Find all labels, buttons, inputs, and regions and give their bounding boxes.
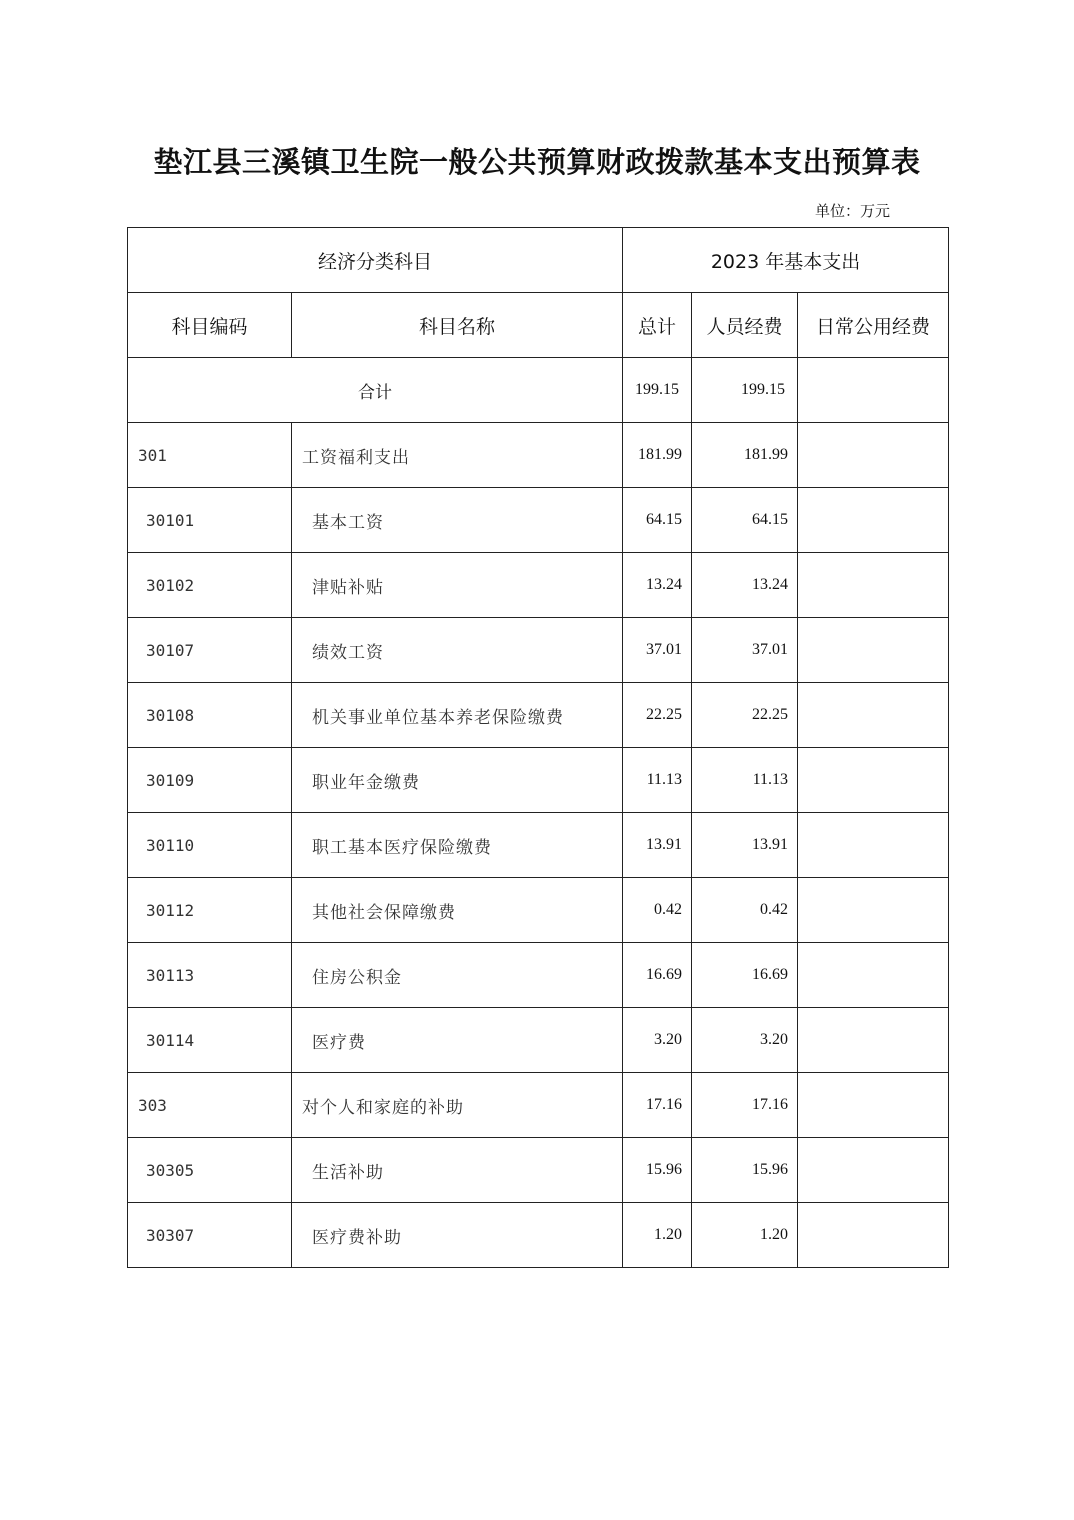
table-row (128, 1073, 949, 1138)
table-row (128, 553, 949, 618)
table-row (128, 878, 949, 943)
row-public (798, 943, 949, 1008)
row-name: 对个人和家庭的补助 (292, 1073, 623, 1138)
table-row (128, 488, 949, 553)
row-personnel: 11.13 (692, 748, 798, 813)
page-title: 垫江县三溪镇卫生院一般公共预算财政拨款基本支出预算表 (153, 145, 921, 179)
row-code: 30305 (128, 1138, 292, 1203)
row-name: 医疗费补助 (292, 1203, 623, 1268)
unit-label: 单位：万元 (814, 202, 890, 220)
row-personnel: 13.24 (692, 553, 798, 618)
row-public (798, 1008, 949, 1073)
row-total: 3.20 (623, 1008, 692, 1073)
header-public: 日常公用经费 (798, 293, 949, 358)
row-public (798, 1138, 949, 1203)
row-name: 职工基本医疗保险缴费 (292, 813, 623, 878)
header-row-2 (128, 293, 949, 358)
table-row (128, 423, 949, 488)
table-row (128, 1203, 949, 1268)
header-code: 科目编码 (128, 293, 292, 358)
row-personnel: 0.42 (692, 878, 798, 943)
header-name: 科目名称 (292, 293, 623, 358)
row-public (798, 423, 949, 488)
table-row (128, 748, 949, 813)
header-year-basic: 2023 年基本支出 (623, 228, 949, 293)
header-row-1 (128, 228, 949, 293)
row-code: 303 (128, 1073, 292, 1138)
row-total: 13.24 (623, 553, 692, 618)
row-total: 64.15 (623, 488, 692, 553)
total-label: 合计 (128, 358, 623, 423)
row-code: 30113 (128, 943, 292, 1008)
row-personnel: 22.25 (692, 683, 798, 748)
row-total: 181.99 (623, 423, 692, 488)
row-total: 1.20 (623, 1203, 692, 1268)
row-name: 绩效工资 (292, 618, 623, 683)
row-total: 17.16 (623, 1073, 692, 1138)
header-personnel: 人员经费 (692, 293, 798, 358)
total-sum: 199.15 (623, 358, 692, 423)
row-total: 16.69 (623, 943, 692, 1008)
row-code: 30108 (128, 683, 292, 748)
total-row (128, 358, 949, 423)
row-code: 30112 (128, 878, 292, 943)
row-public (798, 1203, 949, 1268)
row-total: 15.96 (623, 1138, 692, 1203)
row-name: 津贴补贴 (292, 553, 623, 618)
row-code: 30110 (128, 813, 292, 878)
total-personnel: 199.15 (692, 358, 798, 423)
table-row (128, 813, 949, 878)
row-name: 机关事业单位基本养老保险缴费 (292, 683, 623, 748)
row-personnel: 17.16 (692, 1073, 798, 1138)
row-public (798, 488, 949, 553)
row-personnel: 37.01 (692, 618, 798, 683)
row-public (798, 813, 949, 878)
row-code: 30114 (128, 1008, 292, 1073)
row-name: 其他社会保障缴费 (292, 878, 623, 943)
row-personnel: 64.15 (692, 488, 798, 553)
row-personnel: 181.99 (692, 423, 798, 488)
table-row (128, 943, 949, 1008)
header-total: 总计 (623, 293, 692, 358)
total-public (798, 358, 949, 423)
row-personnel: 16.69 (692, 943, 798, 1008)
row-total: 13.91 (623, 813, 692, 878)
row-name: 基本工资 (292, 488, 623, 553)
row-name: 职业年金缴费 (292, 748, 623, 813)
row-total: 11.13 (623, 748, 692, 813)
row-code: 301 (128, 423, 292, 488)
row-personnel: 13.91 (692, 813, 798, 878)
row-code: 30109 (128, 748, 292, 813)
row-name: 医疗费 (292, 1008, 623, 1073)
row-public (798, 748, 949, 813)
row-total: 0.42 (623, 878, 692, 943)
row-public (798, 618, 949, 683)
row-public (798, 1073, 949, 1138)
row-code: 30101 (128, 488, 292, 553)
row-personnel: 3.20 (692, 1008, 798, 1073)
row-name: 住房公积金 (292, 943, 623, 1008)
budget-table (127, 227, 949, 1268)
row-personnel: 15.96 (692, 1138, 798, 1203)
row-personnel: 1.20 (692, 1203, 798, 1268)
table-row (128, 618, 949, 683)
row-total: 37.01 (623, 618, 692, 683)
row-total: 22.25 (623, 683, 692, 748)
row-name: 生活补助 (292, 1138, 623, 1203)
row-public (798, 878, 949, 943)
row-code: 30102 (128, 553, 292, 618)
table-row (128, 1008, 949, 1073)
header-economic-class: 经济分类科目 (128, 228, 623, 293)
row-name: 工资福利支出 (292, 423, 623, 488)
table-row (128, 683, 949, 748)
row-code: 30107 (128, 618, 292, 683)
row-public (798, 553, 949, 618)
row-code: 30307 (128, 1203, 292, 1268)
table-row (128, 1138, 949, 1203)
row-public (798, 683, 949, 748)
